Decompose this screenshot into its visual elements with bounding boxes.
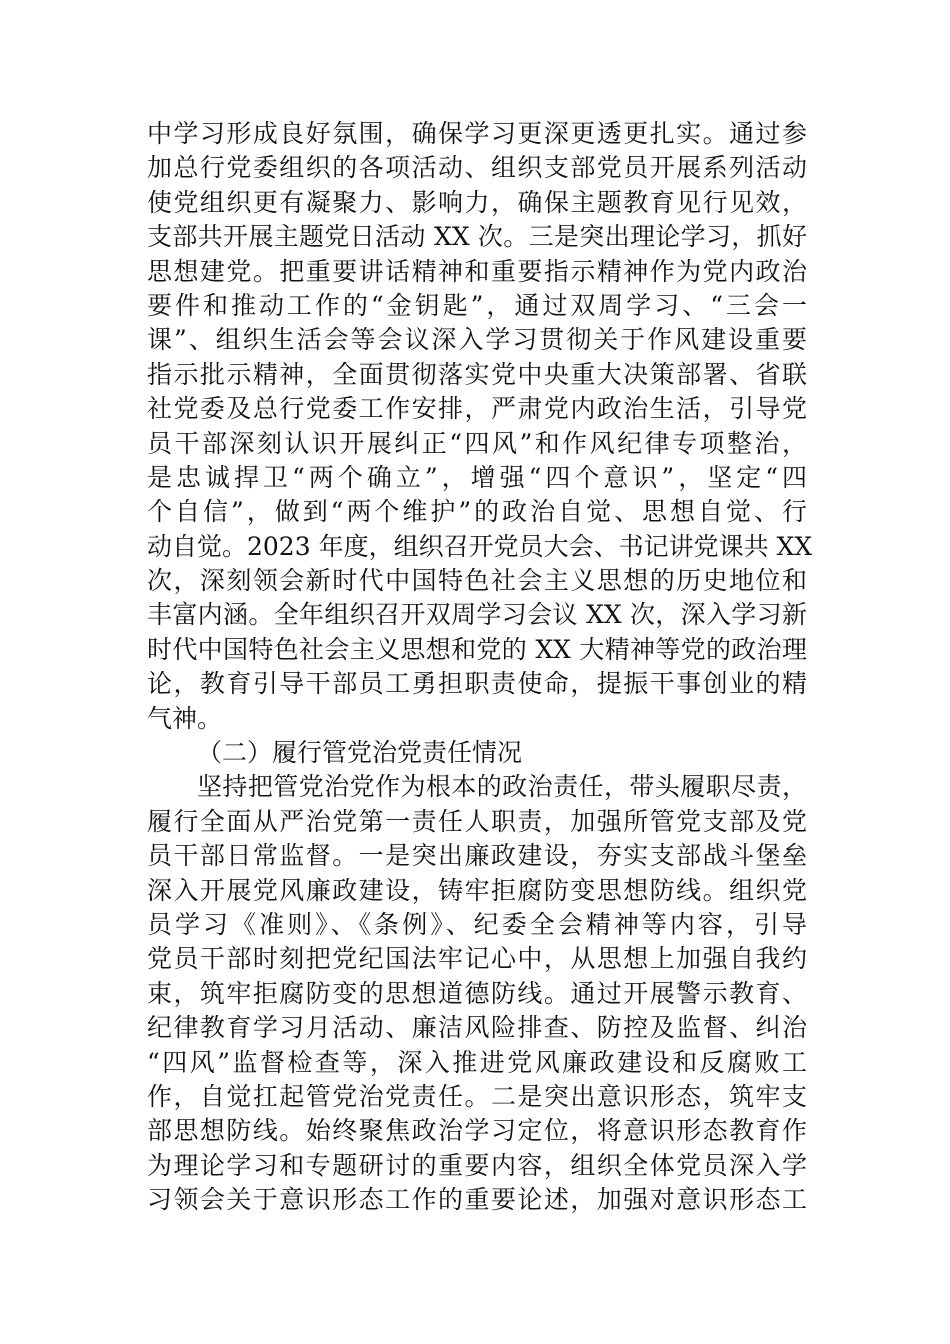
document-page (147, 117, 813, 1218)
paragraph-line: 中学习形成良好氛围，确保学习更深更透更扎实。通过参 (147, 119, 807, 148)
paragraph-line: 社党委及总行党委工作安排，严肃党内政治生活，引导党 (147, 394, 807, 424)
paragraph-line: 丰富内涵。全年组织召开双周学习会议 XX 次，深入学习新 (147, 600, 807, 630)
paragraph-line: 思想建党。把重要讲话精神和重要指示精神作为党内政治 (147, 256, 807, 286)
paragraph-line: 坚持把管党治党作为根本的政治责任，带头履职尽责， (197, 772, 807, 802)
paragraph-line: 员干部日常监督。一是突出廉政建设，夯实支部战斗堡垒 (147, 841, 807, 871)
paragraph-line: 习领会关于意识形态工作的重要论述，加强对意识形态工 (147, 1185, 807, 1215)
paragraph-line: 气神。 (147, 703, 223, 733)
paragraph-line: 次，深刻领会新时代中国特色社会主义思想的历史地位和 (147, 566, 807, 596)
paragraph-line: 指示批示精神，全面贯彻落实党中央重大决策部署、省联 (147, 359, 807, 389)
paragraph-line: 束，筑牢拒腐防变的思想道德防线。通过开展警示教育、 (147, 978, 807, 1008)
paragraph-line: 纪律教育学习月活动、廉洁风险排查、防控及监督、纠治 (147, 1013, 807, 1043)
paragraph-line: 是忠诚捍卫“两个确立”，增强“四个意识”，坚定“四 (147, 462, 807, 492)
paragraph-2 (147, 770, 807, 1217)
paragraph-line: 部思想防线。始终聚焦政治学习定位，将意识形态教育作 (147, 1116, 807, 1146)
paragraph-line: 动自觉。2023 年度，组织召开党员大会、书记讲党课共 XX (147, 531, 813, 561)
paragraph-line: 深入开展党风廉政建设，铸牢拒腐防变思想防线。组织党 (147, 875, 807, 905)
paragraph-line: 时代中国特色社会主义思想和党的 XX 大精神等党的政治理 (147, 634, 807, 664)
paragraph-line: 为理论学习和专题研讨的重要内容，组织全体党员深入学 (147, 1150, 807, 1180)
paragraph-line: 员干部深刻认识开展纠正“四风”和作风纪律专项整治， (147, 428, 807, 458)
paragraph-line: 党员干部时刻把党纪国法牢记心中，从思想上加强自我约 (147, 944, 807, 974)
paragraph-line: 员学习《准则》、《条例》、纪委全会精神等内容，引导 (147, 909, 807, 939)
paragraph-line: 加总行党委组织的各项活动、组织支部党员开展系列活动 (147, 153, 807, 183)
paragraph-line: 支部共开展主题党日活动 XX 次。三是突出理论学习，抓好 (147, 222, 807, 252)
paragraph-line: 个自信”，做到“两个维护”的政治自觉、思想自觉、行 (147, 497, 807, 527)
paragraph-line: 履行全面从严治党第一责任人职责，加强所管党支部及党 (147, 806, 807, 836)
paragraph-line: 课”、组织生活会等会议深入学习贯彻关于作风建设重要 (147, 325, 807, 355)
paragraph-line: 要件和推动工作的“金钥匙”，通过双周学习、“三会一 (147, 290, 807, 320)
section-heading: （二）履行管党治党责任情况 (197, 738, 523, 768)
paragraph-line: 作，自觉扛起管党治党责任。二是突出意识形态，筑牢支 (147, 1081, 807, 1111)
paragraph-1 (147, 117, 813, 736)
paragraph-line: 使党组织更有凝聚力、影响力，确保主题教育见行见效， (147, 187, 807, 217)
paragraph-line: “四风”监督检查等，深入推进党风廉政建设和反腐败工 (147, 1047, 807, 1077)
paragraph-line: 论，教育引导干部员工勇担职责使命，提振干事创业的精 (147, 669, 807, 699)
